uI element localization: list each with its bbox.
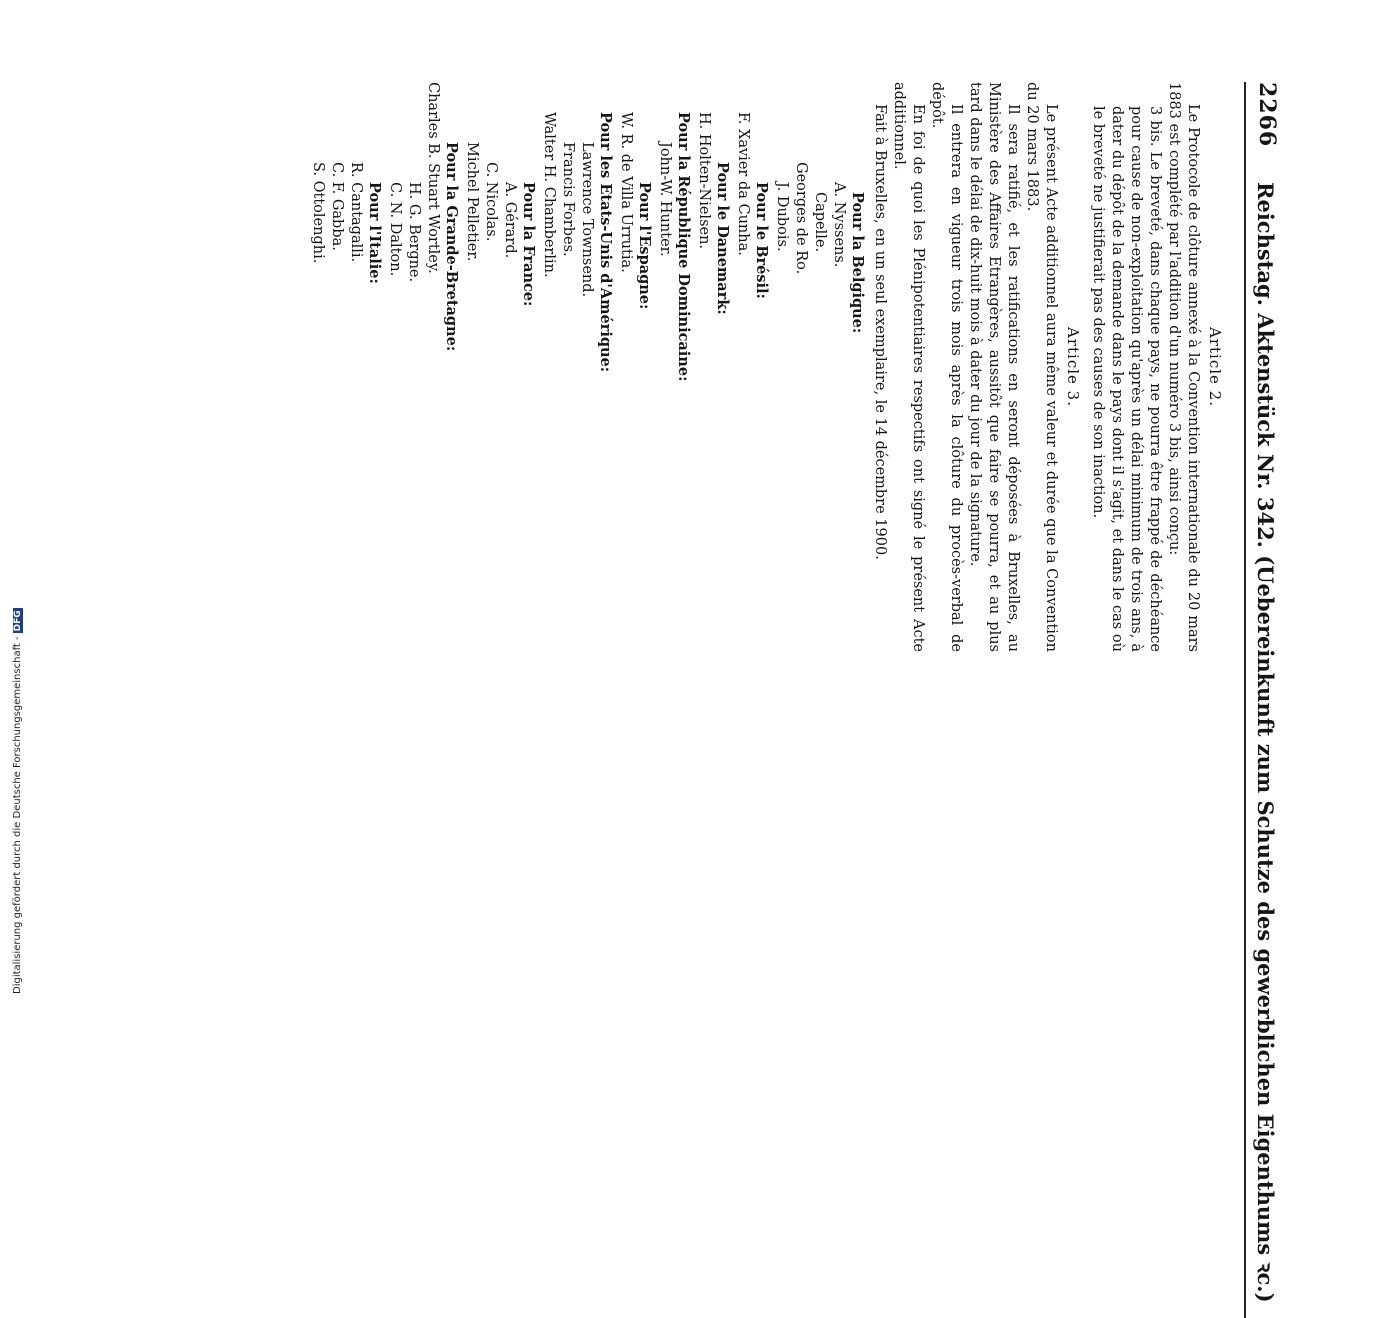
- article-3-paragraph-2-fr: Il sera ratifié, et les ratifications en seront déposées à Bruxelles, au Ministère des Affaires Etrangères, aussitôt que faire se pourra, et au plus tard dans le délai de dix-huit mois à dater du jour de la signature.: [967, 82, 1021, 652]
- signatory-name: Walter H. Chamberlin.: [541, 112, 557, 278]
- signatory-name: W. R. de Villa Urrutia.: [618, 112, 634, 273]
- signature-country: Pour le Brésil:: [753, 182, 770, 299]
- signatory-name: C. N. Dalton.: [387, 182, 403, 277]
- signatory-name: S. Ottolenghi.: [310, 162, 326, 264]
- french-column: [870, 82, 1230, 652]
- signatory-name: C. Nicolas.: [483, 162, 499, 242]
- signatory-name: Georges de Ro.: [793, 162, 809, 275]
- article-3-paragraph-5-fr: Fait à Bruxelles, en un seul exemplaire, le 14 décembre 1900.: [872, 104, 888, 560]
- page-number: 2266: [1254, 82, 1280, 148]
- signature-country: Pour la République Dominicaine:: [675, 112, 692, 382]
- page-header: [1246, 82, 1280, 1318]
- signatory-name: Michel Pelletier.: [464, 142, 480, 262]
- article-2-title-fr: Article 2.: [1206, 327, 1224, 407]
- article-2-paragraph-2-fr: 3 bis. Le breveté, dans chaque pays, ne pourra être frappé de déchéance pour cause de non-exploitation qu'après un délai minimum de trois ans, à dater du dépôt de la demande dans le pays dont il s'agit, et dans le cas où le breveté ne justifierait pas des causes de son inaction.: [1090, 106, 1163, 652]
- digitization-credit-text: Digitalisierung gefördert durch die Deutsche Forschungsgemeinschaft -: [12, 636, 23, 994]
- signature-country: Pour la Belgique:: [849, 192, 866, 334]
- article-3-paragraph-1-fr: Le présent Acte additionnel aura même valeur et durée que la Convention du 20 mars 1883.: [1024, 82, 1059, 652]
- signature-country: Pour la France:: [520, 182, 537, 307]
- signatory-name: F. Xavier da Cunha.: [735, 112, 751, 256]
- signatory-name: A. Nyssens.: [831, 182, 847, 268]
- article-3-title-fr: Article 3.: [1064, 327, 1082, 407]
- header-rule: [1244, 82, 1246, 1318]
- document-page: [140, 82, 1280, 1318]
- signatory-name: H. Holten-Nielsen.: [696, 112, 712, 250]
- signature-country: Pour l'Espagne:: [636, 182, 653, 310]
- article-3-paragraph-4-fr: En foi de quoi les Plénipotentiaires respectifs ont signé le présent Acte additionnel.: [891, 82, 926, 652]
- signature-country: Pour la Grande-Bretagne:: [443, 142, 460, 352]
- signatory-name: Francis Forbes.: [560, 142, 576, 257]
- dfg-logo: DFG: [13, 610, 23, 632]
- article-2-paragraph-1-fr: Le Protocole de clôture annexé à la Convention internationale du 20 mars 1883 est complété par l'addition d'un numéro 3 bis, ainsi conçu:: [1166, 82, 1201, 652]
- signature-country: Pour les Etats-Unis d'Amérique:: [597, 112, 614, 373]
- signatory-name: John-W. Hunter.: [657, 142, 673, 257]
- running-title: Reichstag. Aktenstück Nr. 342. (Uebereinkunft zum Schutze des gewerblichen Eigenthums ꝛc.): [1253, 182, 1278, 1303]
- digitization-credit: [12, 608, 23, 994]
- signatory-name: A. Gérard.: [502, 182, 518, 259]
- article-3-paragraph-3-fr: Il entrera en vigueur trois mois après la clôture du procès-verbal de dépôt.: [929, 82, 964, 652]
- signatory-name: Lawrence Townsend.: [579, 142, 595, 298]
- signatory-name: R. Cantagalli.: [348, 162, 364, 263]
- signatory-name: H. G. Bergne.: [406, 182, 422, 283]
- signature-block: [308, 82, 868, 682]
- signatory-name: Capelle.: [812, 192, 828, 253]
- signature-country: Pour le Danemark:: [714, 162, 731, 315]
- signatory-name: J. Dubois.: [774, 182, 790, 252]
- signatory-name: Charles B. Stuart Wortley.: [425, 82, 441, 274]
- signatory-name: C. F. Gabba.: [329, 162, 345, 251]
- signature-country: Pour l'Italie:: [366, 182, 383, 284]
